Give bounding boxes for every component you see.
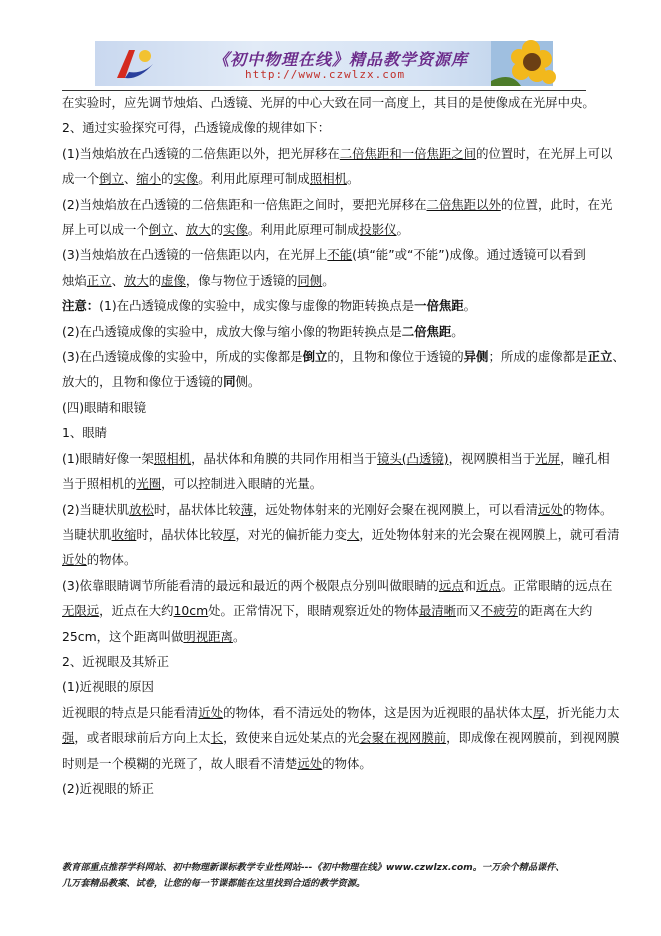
text-line: (3)当烛焰放在凸透镜的一倍焦距以内，在光屏上不能(填“能”或“不能”)成像。通过透镜可以看到 (62, 247, 586, 263)
text-line: 2、通过实验探究可得，凸透镜成像的规律如下： (62, 120, 331, 136)
text-line: (3)依靠眼睛调节所能看清的最远和最近的两个极限点分别叫做眼睛的远点和近点。正常眼睛的远点在 (62, 577, 613, 593)
section-heading: (四)眼睛和眼镜 (62, 399, 147, 415)
footer-line: 几万套精品教案、试卷，让您的每一节课都能在这里找到合适的教学资源。 (62, 878, 366, 889)
sunflower-icon (491, 41, 553, 86)
text-line: (2)当睫状肌放松时，晶状体比较薄，远处物体射来的光刚好会聚在视网膜上，可以看清远处的物体。 (62, 501, 613, 517)
text-line: 无限远，近点在大约10cm处。正常情况下，眼睛观察近处的物体最清晰而又不疲劳的距离在大约 (62, 603, 593, 619)
subsection-heading: (2)近视眼的矫正 (62, 780, 154, 796)
text-line: 近处的物体。 (62, 552, 137, 568)
text-line: (3)在凸透镜成像的实验中，所成的实像都是倒立的，且物和像位于透镜的异侧；所成的虚像都是正立、 (62, 349, 625, 365)
document-body (62, 90, 625, 801)
text-line: (2)在凸透镜成像的实验中，成放大像与缩小像的物距转换点是二倍焦距。 (62, 323, 464, 339)
text-line: 时则是一个模糊的光斑了，故人眼看不清楚远处的物体。 (62, 755, 372, 771)
banner-title: 《初中物理在线》精品教学资源库 (213, 50, 469, 69)
text-line: (1)当烛焰放在凸透镜的二倍焦距以外，把光屏移在二倍焦距和一倍焦距之间的位置时，在光屏上可以 (62, 145, 613, 161)
text-line: 强，或者眼球前后方向上太长，致使来自远处某点的光会聚在视网膜前，即成像在视网膜前，到视网膜 (62, 730, 620, 746)
subsection-heading: 2、近视眼及其矫正 (62, 653, 170, 669)
text-line: 25cm，这个距离叫做明视距离。 (62, 628, 246, 644)
text-line: 当于照相机的光圈，可以控制进入眼睛的光量。 (62, 476, 323, 492)
subsection-heading: 1、眼睛 (62, 425, 108, 441)
text-line: (2)当烛焰放在凸透镜的二倍焦距和一倍焦距之间时，要把光屏移在二倍焦距以外的位置，此时，在光 (62, 196, 613, 212)
text-line: 屏上可以成一个倒立、放大的实像。利用此原理可制成投影仪。 (62, 222, 409, 238)
text-line: 当睫状肌收缩时，晶状体比较厚，对光的偏折能力变大，近处物体射来的光会聚在视网膜上，就可看清 (62, 526, 620, 542)
header-banner (95, 41, 553, 86)
text-line: 烛焰正立、放大的虚像，像与物位于透镜的同侧。 (62, 272, 335, 288)
text-line: 注意：(1)在凸透镜成像的实验中，成实像与虚像的物距转换点是一倍焦距。 (62, 298, 477, 314)
text-line: 成一个倒立、缩小的实像。利用此原理可制成照相机。 (62, 171, 360, 187)
text-line: 近视眼的特点是只能看清近处的物体，看不清远处的物体，这是因为近视眼的晶状体太厚，折光能力太 (62, 704, 620, 720)
footer-line: 教育部重点推荐学科网站、初中物理新课标教学专业性网站---《初中物理在线》www.czwlzx.com。一万余个精品课件、 (62, 862, 565, 873)
banner-url[interactable]: http://www.czwlzx.com (245, 68, 406, 81)
text-line: 放大的，且物和像位于透镜的同侧。 (62, 374, 261, 390)
site-logo-icon (109, 44, 161, 84)
page-footer (62, 860, 602, 892)
text-line: (1)眼睛好像一架照相机，晶状体和角膜的共同作用相当于镜头(凸透镜)，视网膜相当于光屏，瞳孔相 (62, 450, 610, 466)
subsection-heading: (1)近视眼的原因 (62, 679, 154, 695)
text-line: 在实验时，应先调节烛焰、凸透镜、光屏的中心大致在同一高度上，其目的是使像成在光屏中央。 (62, 95, 595, 110)
